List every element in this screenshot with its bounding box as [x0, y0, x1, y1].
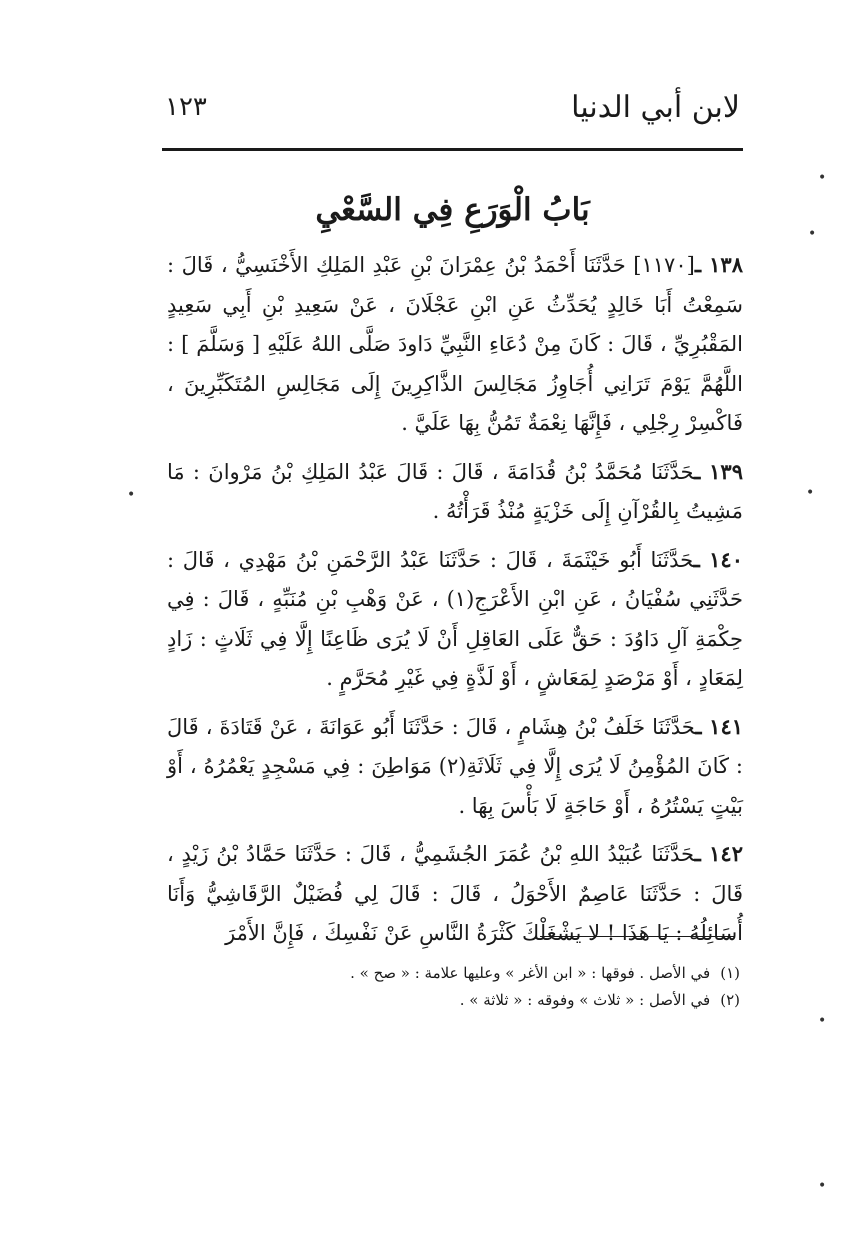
- margin-mark: •: [127, 487, 136, 503]
- margin-mark: •: [818, 1178, 827, 1194]
- hadith-entry-141: [167, 707, 743, 827]
- entry-number: ١٤١ ـ: [695, 713, 744, 739]
- footnote-text: في الأصل . فوقها : « ابن الأغر » وعليها علامة : « صح » .: [350, 964, 711, 982]
- margin-mark: •: [818, 170, 827, 186]
- hadith-entry-139: [167, 452, 743, 532]
- margin-mark: •: [818, 1013, 827, 1029]
- entry-text: حَدَّثَنَا أَبُو خَيْثَمَةَ ، قَالَ : حَدَّثَنَا عَبْدُ الرَّحْمَنِ بْنُ مَهْدِي ، قَالَ : حَدَّثَنِي سُفْيَانُ ، عَنِ ابْنِ الأَعْرَجِ(١) ، عَنْ وَهْبِ بْنِ مُنَبِّهٍ ، قَالَ : فِي حِكْمَةِ آلِ دَاوُدَ : حَقٌّ عَلَى العَاقِلِ أَنْ لَا يُرَى ظَاعِنًا إِلَّا فِي ثَلَاثٍ : زَادٍ لِمَعَادٍ ، أَوْ مَرْصَدٍ لِمَعَاشٍ ، أَوْ لَذَّةٍ فِي غَيْرِ مُحَرَّمٍ .: [167, 547, 743, 690]
- footnotes: [165, 960, 740, 1014]
- entry-number: ١٤٠ ـ: [693, 546, 743, 572]
- footnote-number: (٢): [720, 991, 740, 1009]
- running-title: لابن أبي الدنيا: [571, 90, 740, 125]
- footnote-text: في الأصل : « ثلاث » وفوقه : « ثلاثة » .: [459, 991, 711, 1009]
- footnote-number: (١): [720, 964, 740, 982]
- margin-mark: •: [806, 485, 815, 501]
- entry-text: حَدَّثَنَا عُبَيْدُ اللهِ بْنُ عُمَرَ الجُشَمِيُّ ، قَالَ : حَدَّثَنَا حَمَّادُ بْنُ زَيْدٍ ، قَالَ : حَدَّثَنَا عَاصِمٌ الأَحْوَلُ ، قَالَ : قَالَ لِي فُضَيْلٌ الرَّقَاشِيُّ وَأَنَا أُسَائِلُهُ : يَا هَذَا ! لا يَشْغَلْكَ كَثْرَةُ النَّاسِ عَنْ نَفْسِكَ ، فَإِنَّ الأَمْرَ: [167, 842, 743, 945]
- entry-number: ١٣٨ ـ: [694, 252, 743, 277]
- entry-text: حَدَّثَنَا خَلَفُ بْنُ هِشَامٍ ، قَالَ : حَدَّثَنَا أَبُو عَوَانَةَ ، عَنْ قَتَادَةَ ، قَالَ : كَانَ المُؤْمِنُ لَا يُرَى إِلَّا فِي ثَلَاثَةِ(٢) مَوَاطِنَ : فِي مَسْجِدٍ يَعْمُرُهُ ، أَوْ بَيْتٍ يَسْتُرُهُ ، أَوْ حَاجَةٍ لَا بَأْسَ بِهَا .: [167, 714, 743, 818]
- footnote-1: [165, 960, 740, 987]
- entry-text: حَدَّثَنَا مُحَمَّدُ بْنُ قُدَامَةَ ، قَالَ : قَالَ عَبْدُ المَلِكِ بْنُ مَرْوانَ : مَا مَشِيتُ بِالقُرْآنِ إِلَى خَزْيَةٍ مُنْذُ قَرَأْتُهُ .: [167, 459, 743, 523]
- page-header: [165, 90, 740, 140]
- header-rule: [162, 148, 743, 151]
- entry-text: [١١٧٠] حَدَّثَنَا أَحْمَدُ بْنُ عِمْرَانَ بْنِ عَبْدِ المَلِكِ الأَخْنَسِيُّ ، قَالَ : سَمِعْتُ أَبَا خَالِدٍ يُحَدِّثُ عَنِ ابْنِ عَجْلَانَ ، عَنْ سَعِيدِ بْنِ أَبِي سَعِيدٍ المَقْبُرِيِّ ، قَالَ : كَانَ مِنْ دُعَاءِ النَّبِيِّ دَاودَ صَلَّى اللهُ عَلَيْهِ [ وَسَلَّمَ ] : اللَّهُمَّ يَوْمَ تَرَانِي أُجَاوِزُ مَجَالِسَ الذَّاكِرِينَ إِلَى مَجَالِسِ المُتَكَبِّرِينَ ، فَاكْسِرْ رِجْلِي ، فَإِنَّهَا نِعْمَةٌ تَمُنُّ بِهَا عَلَيَّ .: [167, 253, 743, 435]
- footnote-rule: [540, 936, 735, 937]
- page-number: ١٢٣: [165, 92, 207, 122]
- entry-number: ١٣٩ ـ: [694, 458, 743, 484]
- footnote-2: [165, 987, 740, 1014]
- hadith-entry-138: [167, 245, 743, 444]
- hadith-list: [167, 245, 743, 962]
- margin-mark: •: [808, 226, 817, 242]
- hadith-entry-140: [167, 540, 743, 699]
- entry-number: ١٤٢ ـ: [694, 841, 743, 866]
- chapter-title: بَابُ الْوَرَعِ فِي السَّعْيِ: [315, 192, 590, 228]
